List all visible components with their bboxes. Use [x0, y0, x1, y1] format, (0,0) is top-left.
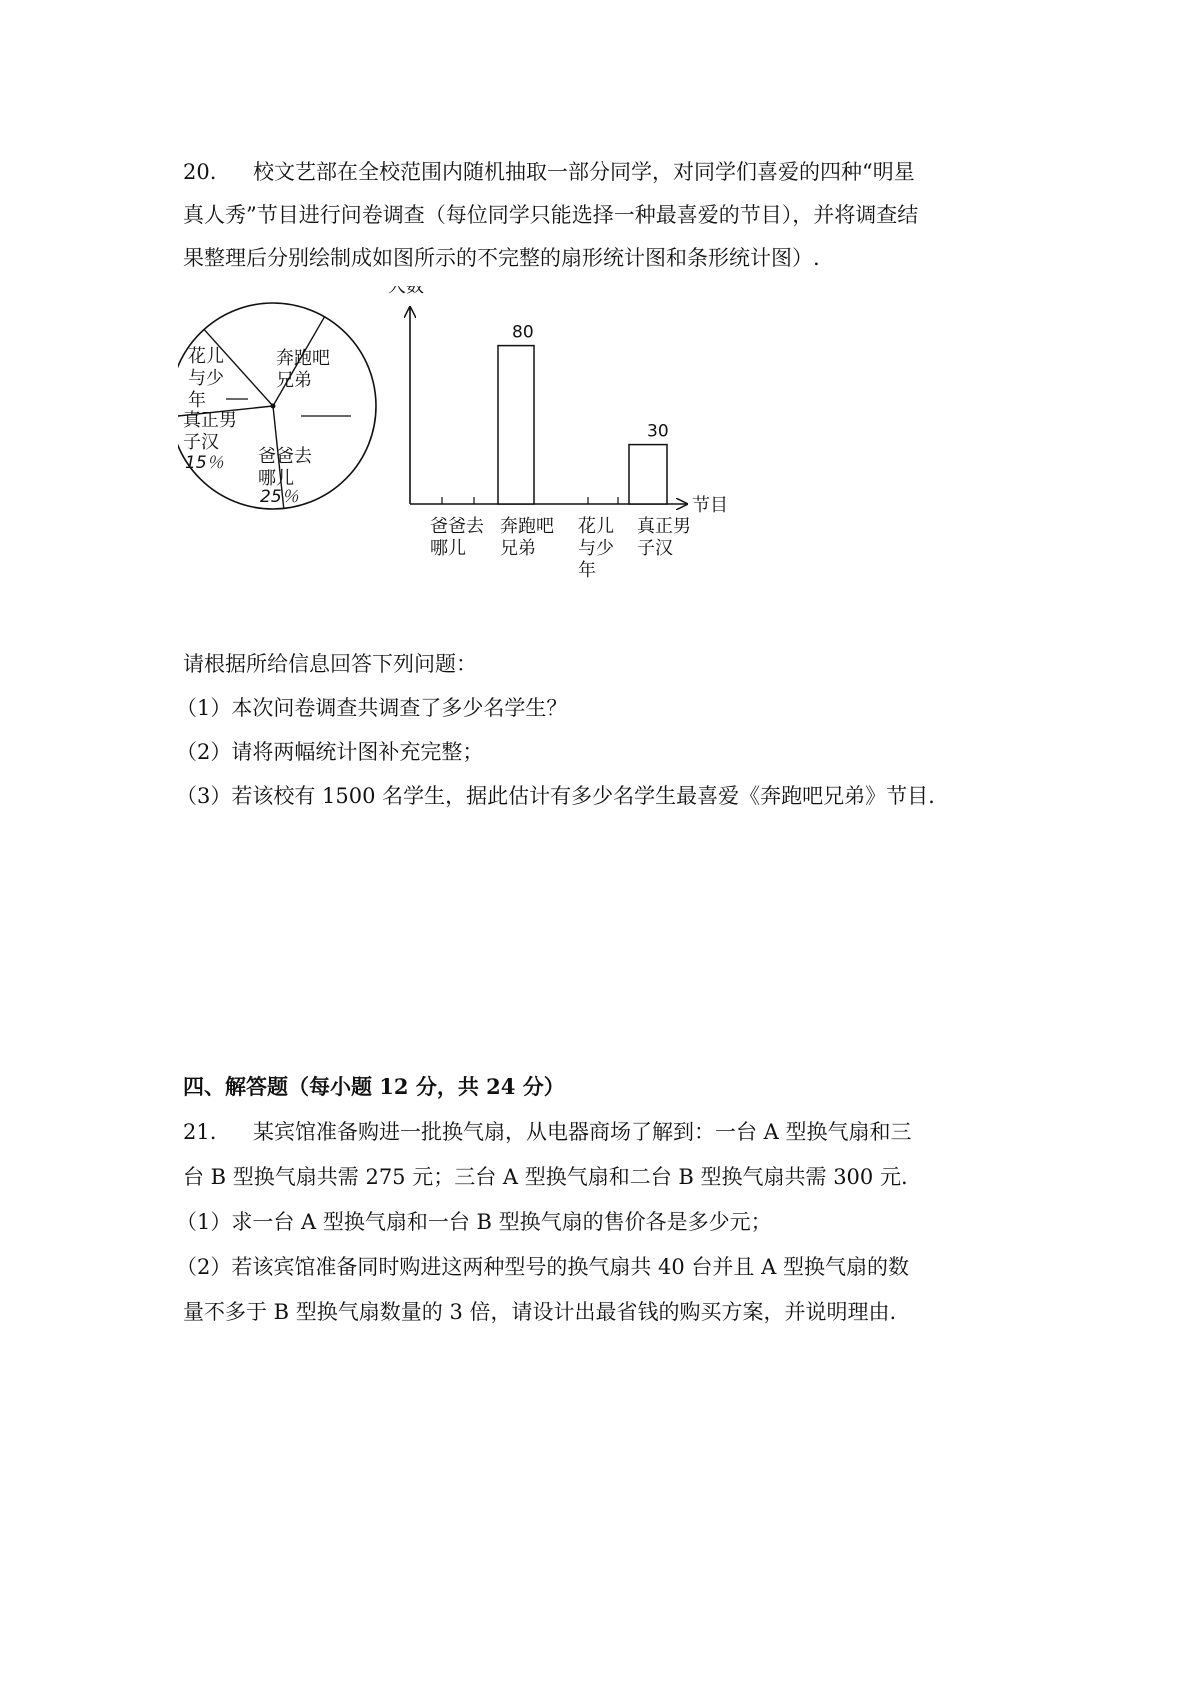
bar-value-label-1: 80 [512, 322, 534, 343]
q21-sub1: （1）求一台 A 型换气扇和一台 B 型换气扇的售价各是多少元； [176, 1210, 772, 1234]
pie-slice-label-2-1: 子汉 [183, 432, 219, 453]
q21-text-1: 某宾馆准备购进一批换气扇，从电器商场了解到：一台 A 型换气扇和三 [253, 1120, 912, 1144]
pie-slice-label-3-2: 年 [188, 390, 206, 411]
bar-3 [629, 445, 667, 504]
x-tick-label-3-1: 子汉 [637, 538, 673, 559]
q21-line2: 台 B 型换气扇共需 275 元；三台 A 型换气扇和二台 B 型换气扇共需 300 元. [183, 1165, 908, 1189]
pie-slice-label-0-1: 兄弟 [276, 370, 312, 391]
q21-sub3: 量不多于 B 型换气扇数量的 3 倍，请设计出最省钱的购买方案，并说明理由. [183, 1300, 897, 1324]
x-tick-label-1-0: 奔跑吧 [500, 516, 554, 537]
q21-sub2: （2）若该宾馆准备同时购进这两种型号的换气扇共 40 台并且 A 型换气扇的数 [176, 1255, 909, 1279]
pie-slice-label-3-0: 花儿 [188, 346, 224, 367]
x-tick-label-3-0: 真正男 [637, 516, 691, 537]
x-axis-label: 节目 [692, 495, 728, 516]
bar-chart [388, 286, 728, 581]
q20-sub1: （1）本次问卷调查共调查了多少名学生？ [176, 696, 568, 720]
pie-slice-label-1-0: 爸爸去 [258, 446, 312, 467]
pie-center-dot [271, 404, 276, 409]
q20-number: 20. [183, 160, 217, 184]
pie-slice-label-3-1: 与少 [188, 368, 224, 389]
q20-text-1: 校文艺部在全校范围内随机抽取一部分同学，对同学们喜爱的四种“明星 [253, 160, 915, 184]
x-tick-label-1-1: 兄弟 [500, 538, 536, 559]
q20-line1 [183, 157, 915, 187]
pie-slice-value-1: 25％ [260, 487, 299, 507]
x-tick-label-0-1: 哪儿 [430, 538, 466, 559]
q20-line3: 果整理后分别绘制成如图所示的不完整的扇形统计图和条形统计图）. [183, 246, 820, 270]
pie-slice-value-2: 15％ [185, 453, 224, 473]
x-tick-label-2-1: 与少 [578, 538, 614, 559]
pie-slice-label-1-1: 哪儿 [258, 468, 294, 489]
q20-sub3: （3）若该校有 1500 名学生，据此估计有多少名学生最喜爱《奔跑吧兄弟》节目. [176, 784, 935, 808]
q20-line2: 真人秀”节目进行问卷调查（每位同学只能选择一种最喜爱的节目），并将调查结 [183, 203, 919, 227]
q20-prompt: 请根据所给信息回答下列问题： [183, 652, 477, 676]
q21-number: 21. [183, 1120, 217, 1144]
pie-slice-label-0-0: 奔跑吧 [276, 348, 330, 369]
x-tick-label-2-2: 年 [578, 560, 596, 581]
pie-slice-label-2-0: 真正男 [183, 410, 237, 431]
section4-title: 四、解答题（每小题 12 分，共 24 分） [183, 1074, 565, 1099]
x-tick-label-0-0: 爸爸去 [430, 516, 484, 537]
q20-sub2: （2）请将两幅统计图补充完整； [176, 740, 484, 764]
y-axis-label: 人数 [388, 286, 424, 297]
q21-line1 [183, 1117, 912, 1147]
pie-chart [178, 303, 376, 509]
bar-1 [498, 346, 534, 504]
bar-value-label-3: 30 [647, 421, 669, 442]
x-tick-label-2-0: 花儿 [578, 516, 614, 537]
statistics-charts [178, 286, 818, 638]
q20-figure [178, 286, 818, 638]
